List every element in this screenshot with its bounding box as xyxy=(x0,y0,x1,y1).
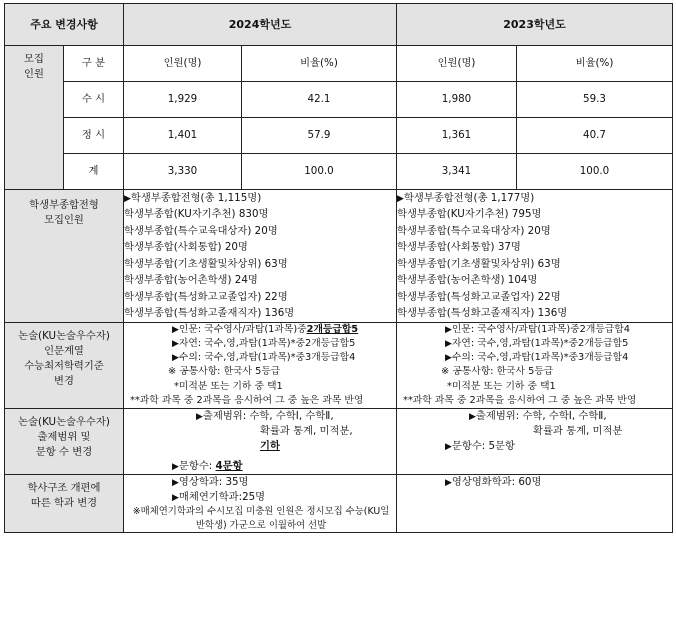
cell-ratio-2024: 100.0 xyxy=(242,154,397,190)
list-item: 학생부종합(특수교육대상자) 20명 xyxy=(397,224,551,237)
table-row xyxy=(5,118,673,154)
essay-min-2023 xyxy=(397,322,673,408)
reorg-row xyxy=(5,474,673,532)
triangle-icon: ▶ xyxy=(196,411,203,422)
cell-count-2023: 1,361 xyxy=(397,118,517,154)
triangle-icon: ▶ xyxy=(445,477,452,488)
triangle-icon: ▶ xyxy=(469,411,476,422)
triangle-icon: ▶ xyxy=(172,324,179,335)
footnote: *미적분 또는 기하 중 택1 xyxy=(174,380,283,392)
common-note: ※ 공통사항: 한국사 5등급 xyxy=(441,366,554,378)
common-note: ※ 공통사항: 한국사 5등급 xyxy=(168,366,281,378)
scope-highlight: 기하 xyxy=(260,439,280,452)
header-main-changes: 주요 변경사항 xyxy=(5,4,124,46)
triangle-icon: ▶ xyxy=(172,353,179,364)
essay-scope-row xyxy=(5,408,673,474)
comprehensive-2023 xyxy=(397,190,673,323)
line-text: 자연: 국수,영,과탐(1과목)*중2개등급합5 xyxy=(451,337,629,349)
admission-changes-table xyxy=(4,3,673,533)
scope-text: 확률과 통계, 미적분 xyxy=(533,425,623,438)
list-item: 학생부종합(사회통합) 37명 xyxy=(397,241,521,254)
list-item: 학생부종합(특성화고교졸업자) 22명 xyxy=(397,290,561,303)
row-label: 계 xyxy=(64,154,124,190)
line-text: 자연: 국수,영,과탐(1과목)*중2개등급합5 xyxy=(178,337,356,349)
triangle-icon: ▶ xyxy=(445,324,452,335)
triangle-icon: ▶ xyxy=(445,338,452,349)
recruit-label: 모집 인원 xyxy=(5,46,64,190)
cell-count-2023: 1,980 xyxy=(397,82,517,118)
list-item: 학생부종합(기초생활및차상위) 63명 xyxy=(124,257,288,270)
question-label: 문항수: xyxy=(178,459,216,472)
footnote: **과학 과목 중 2과목을 응시하여 그 중 높은 과목 반영 xyxy=(130,394,364,406)
dept-text: 영상학과: 35명 xyxy=(178,475,249,488)
triangle-icon: ▶ xyxy=(172,338,179,349)
reorg-2023 xyxy=(397,474,673,532)
header-row xyxy=(5,4,673,46)
col-ratio-2024: 비율(%) xyxy=(242,46,397,82)
line-text: 인문: 국수영사/과탐(1과목)중 xyxy=(178,323,307,335)
cell-count-2024: 1,929 xyxy=(124,82,242,118)
table-row xyxy=(5,82,673,118)
col-count-2024: 인원(명) xyxy=(124,46,242,82)
footnote: *미적분 또는 기하 중 택1 xyxy=(447,380,556,392)
essay-min-row xyxy=(5,322,673,408)
comprehensive-2024 xyxy=(124,190,397,323)
list-item: 학생부종합(특수교육대상자) 20명 xyxy=(124,224,278,237)
scope-text: 출제범위: 수학, 수학Ⅰ, 수학Ⅱ, xyxy=(202,409,334,422)
comprehensive-row xyxy=(5,190,673,323)
question-count: 문항수: 5문항 xyxy=(451,439,515,452)
dept-text: 매체연기학과:25명 xyxy=(178,490,266,503)
line-text: 수의: 국수,영,과탐(1과목)*중3개등급합4 xyxy=(451,352,629,364)
scope-text: 출제범위: 수학, 수학Ⅰ, 수학Ⅱ, xyxy=(475,409,607,422)
table-row xyxy=(5,154,673,190)
cell-count-2024: 3,330 xyxy=(124,154,242,190)
triangle-icon: ▶ xyxy=(172,461,179,472)
essay-scope-label: 논술(KU논술우수자) 출제범위 및 문항 수 변경 xyxy=(5,408,124,474)
scope-text: 확률과 통계, 미적분, xyxy=(260,425,353,438)
triangle-icon: ▶ xyxy=(445,441,452,452)
highlight-text: 2개등급합5 xyxy=(306,323,359,335)
list-item: 학생부종합(특성화고졸재직자) 136명 xyxy=(124,307,295,320)
reorg-note: ※매체연기학과의 수시모집 미충원 인원은 정시모집 수능(KU일반학생) 가군으로 이월하여 선발 xyxy=(132,505,390,531)
list-item: 학생부종합(농어촌학생) 24명 xyxy=(124,274,258,287)
triangle-icon: ▶ xyxy=(172,492,179,503)
lead-text: 학생부종합전형(총 1,115명) xyxy=(130,192,262,204)
list-item: 학생부종합(농어촌학생) 104명 xyxy=(397,274,538,287)
row-label: 정 시 xyxy=(64,118,124,154)
line-text: 인문: 국수영사/과탐(1과목)중2개등급합4 xyxy=(451,323,630,335)
triangle-icon: ▶ xyxy=(124,194,131,204)
list-item: 학생부종합(KU자기추천) 795명 xyxy=(397,208,542,221)
list-item: 학생부종합(특성화고교졸업자) 22명 xyxy=(124,290,288,303)
dept-text: 영상영화학과: 60명 xyxy=(451,475,542,488)
essay-min-label: 논술(KU논술우수자) 인문계열 수능최저학력기준 변경 xyxy=(5,322,124,408)
col-count-2023: 인원(명) xyxy=(397,46,517,82)
cell-ratio-2024: 57.9 xyxy=(242,118,397,154)
header-2024: 2024학년도 xyxy=(124,4,397,46)
cell-ratio-2023: 40.7 xyxy=(517,118,673,154)
cell-count-2023: 3,341 xyxy=(397,154,517,190)
line-text: 수의: 국수,영,과탐(1과목)*중3개등급합4 xyxy=(178,352,356,364)
col-ratio-2023: 비율(%) xyxy=(517,46,673,82)
essay-scope-2023 xyxy=(397,408,673,474)
cell-ratio-2023: 59.3 xyxy=(517,82,673,118)
triangle-icon: ▶ xyxy=(172,477,179,488)
cell-count-2024: 1,401 xyxy=(124,118,242,154)
triangle-icon: ▶ xyxy=(397,194,404,204)
lead-text: 학생부종합전형(총 1,177명) xyxy=(403,192,535,204)
list-item: 학생부종합(사회통합) 20명 xyxy=(124,241,248,254)
essay-min-2024 xyxy=(124,322,397,408)
footnote: **과학 과목 중 2과목을 응시하여 그 중 높은 과목 반영 xyxy=(403,394,637,406)
recruit-subheader-row xyxy=(5,46,673,82)
row-label: 수 시 xyxy=(64,82,124,118)
reorg-label: 학사구조 개편에 따른 학과 변경 xyxy=(5,474,124,532)
list-item: 학생부종합(특성화고졸재직자) 136명 xyxy=(397,307,568,320)
reorg-2024 xyxy=(124,474,397,532)
essay-scope-2024 xyxy=(124,408,397,474)
comprehensive-label: 학생부종합전형 모집인원 xyxy=(5,190,124,323)
list-item: 학생부종합(KU자기추천) 830명 xyxy=(124,208,269,221)
question-count: 4문항 xyxy=(215,459,243,472)
header-2023: 2023학년도 xyxy=(397,4,673,46)
recruit-sub-header: 구 분 xyxy=(64,46,124,82)
cell-ratio-2024: 42.1 xyxy=(242,82,397,118)
cell-ratio-2023: 100.0 xyxy=(517,154,673,190)
list-item: 학생부종합(기초생활및차상위) 63명 xyxy=(397,257,561,270)
triangle-icon: ▶ xyxy=(445,353,452,364)
